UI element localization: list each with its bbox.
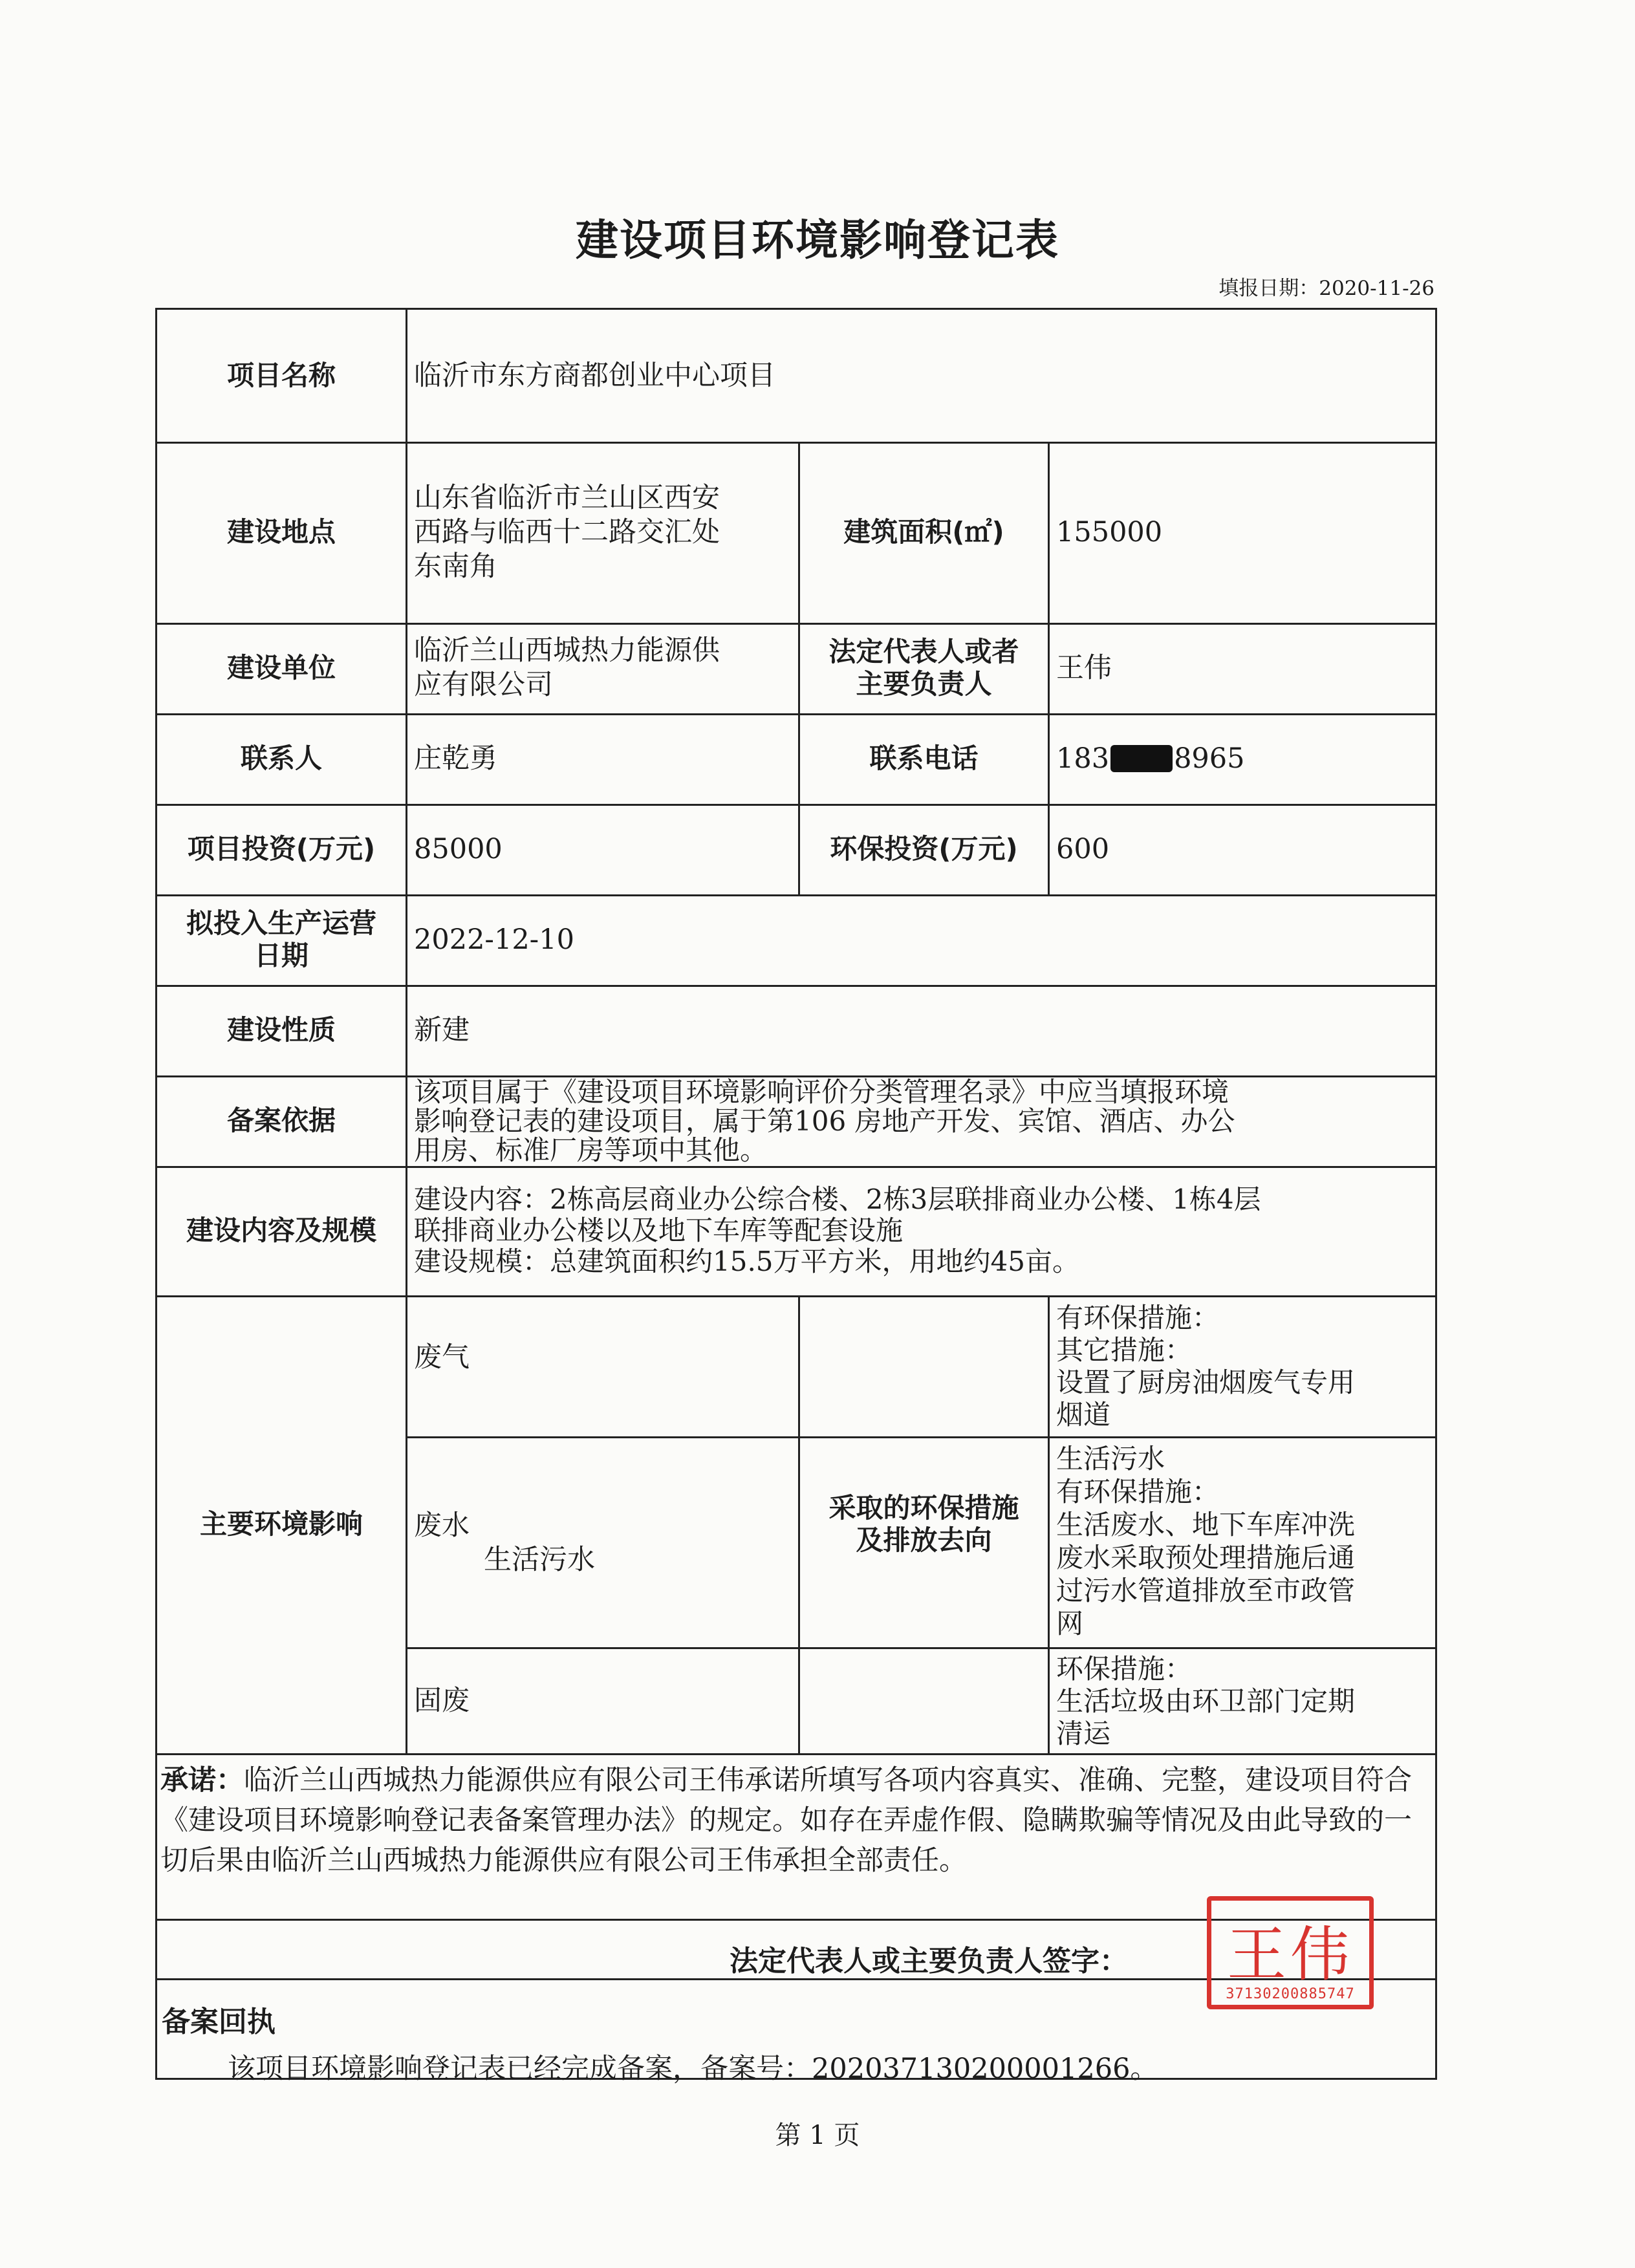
nature-label: 建设性质 — [226, 1014, 336, 1046]
phone-prefix: 183 — [1056, 742, 1110, 775]
seal-name: 王伟 — [1226, 1920, 1354, 1989]
waste-water-sub: 生活污水 — [484, 1543, 595, 1576]
contact-value: 庄乾勇 — [414, 742, 497, 775]
env-investment-label: 环保投资(万元) — [830, 833, 1018, 865]
measure-line: 有环保措施： — [1056, 1302, 1220, 1334]
operation-date-value: 2022-12-10 — [414, 923, 574, 956]
measure-line: 废水采取预处理措施后通 — [1056, 1542, 1356, 1573]
basis-line: 该项目属于《建设项目环境影响评价分类管理名录》中应当填报环境 — [414, 1075, 1229, 1108]
legal-rep-value: 王伟 — [1056, 651, 1112, 684]
solid-waste-measures — [1050, 1649, 1435, 1753]
measure-line: 有环保措施： — [1056, 1476, 1220, 1507]
promise-text: 临沂兰山西城热力能源供应有限公司王伟承诺所填写各项内容真实、准确、完整，建设项目符合《建设项目环境影响登记表备案管理办法》的规定。如存在弄虚作假、隐瞒欺骗等情况及由此导致的一切后果由临沂兰山西城热力能源供应有限公司王伟承担全部责任。 — [160, 1764, 1412, 1877]
measures-label-line: 采取的环保措施 — [828, 1492, 1019, 1524]
legal-rep-label-line: 主要负责人 — [856, 668, 992, 700]
content-label: 建设内容及规模 — [186, 1215, 376, 1246]
measures-label — [800, 1295, 1048, 1753]
waste-gas-measures — [1050, 1295, 1435, 1436]
measures-label-line: 及排放去向 — [856, 1524, 992, 1556]
measure-line: 清运 — [1056, 1718, 1111, 1749]
contact-label: 联系人 — [240, 742, 322, 774]
seal-stamp — [1207, 1896, 1374, 2009]
solid-waste-cell: 固废 — [414, 1685, 470, 1717]
redaction-mark — [1110, 745, 1173, 772]
content-line: 联排商业办公楼以及地下车库等配套设施 — [414, 1215, 904, 1246]
measure-line: 生活垃圾由环卫部门定期 — [1056, 1685, 1356, 1717]
row-divider — [157, 1753, 1435, 1755]
page-number: 第 1 页 — [775, 2121, 860, 2150]
measure-line: 过污水管道排放至市政管 — [1056, 1575, 1356, 1606]
basis-line: 影响登记表的建设项目，属于第106 房地产开发、宾馆、酒店、办公 — [414, 1105, 1235, 1137]
content-value — [407, 1166, 1435, 1295]
measure-line: 环保措施： — [1056, 1653, 1193, 1685]
promise-label: 承诺： — [160, 1764, 244, 1797]
location-line: 东南角 — [414, 550, 497, 583]
content-line: 建设内容：2栋高层商业办公综合楼、2栋3层联排商业办公楼、1栋4层 — [414, 1183, 1261, 1215]
phone-label: 联系电话 — [869, 742, 979, 774]
project-name-value: 临沂市东方商都创业中心项目 — [414, 359, 775, 392]
basis-line: 用房、标准厂房等项中其他。 — [414, 1134, 768, 1166]
operation-date-label — [157, 894, 406, 985]
env-investment-value: 600 — [1056, 832, 1110, 865]
construction-unit-line: 应有限公司 — [414, 669, 553, 701]
area-value: 155000 — [1056, 515, 1163, 548]
measure-line: 生活废水、地下车库冲洗 — [1056, 1509, 1356, 1540]
waste-water-cell — [407, 1438, 798, 1647]
measure-line: 网 — [1056, 1608, 1084, 1639]
legal-rep-label — [800, 623, 1048, 713]
promise-statement — [160, 1760, 1432, 1881]
location-value — [407, 442, 798, 623]
impact-label: 主要环境影响 — [199, 1508, 363, 1540]
basis-value — [407, 1075, 1435, 1166]
measure-line: 生活污水 — [1056, 1443, 1165, 1474]
receipt-text: 该项目环境影响登记表已经完成备案，备案号：202037130200001266。 — [228, 2053, 1158, 2085]
investment-value: 85000 — [414, 832, 503, 865]
location-label: 建设地点 — [226, 516, 336, 548]
fill-date: 填报日期：2020-11-26 — [1218, 277, 1435, 300]
seal-code: 37130200885747 — [1226, 1986, 1355, 2002]
basis-label: 备案依据 — [226, 1105, 336, 1136]
nature-value: 新建 — [414, 1013, 470, 1046]
legal-rep-label-line: 法定代表人或者 — [828, 636, 1019, 667]
signature-label: 法定代表人或主要负责人签字： — [730, 1945, 1128, 1978]
construction-unit-value — [407, 623, 798, 713]
location-line: 西路与临西十二路交汇处 — [414, 515, 720, 548]
receipt-title: 备案回执 — [162, 2005, 276, 2038]
measure-line: 设置了厨房油烟废气专用 — [1056, 1366, 1356, 1398]
waste-gas-cell: 废气 — [414, 1341, 470, 1374]
construction-unit-line: 临沂兰山西城热力能源供 — [414, 634, 720, 667]
operation-date-label-line: 拟投入生产运营 — [186, 907, 376, 939]
area-label: 建筑面积(㎡) — [843, 516, 1004, 548]
phone-suffix: 8965 — [1174, 742, 1245, 775]
content-line: 建设规模：总建筑面积约15.5万平方米，用地约45亩。 — [414, 1246, 1079, 1277]
measure-line: 其它措施： — [1056, 1334, 1193, 1366]
project-name-label: 项目名称 — [226, 360, 336, 391]
operation-date-label-line: 日期 — [254, 940, 309, 971]
phone-value — [1050, 713, 1435, 804]
waste-water-label: 废水 — [414, 1509, 470, 1542]
location-line: 山东省临沂市兰山区西安 — [414, 481, 720, 514]
measure-line: 烟道 — [1056, 1399, 1111, 1431]
construction-unit-label: 建设单位 — [226, 652, 336, 684]
waste-water-measures — [1050, 1438, 1435, 1647]
investment-label: 项目投资(万元) — [187, 833, 376, 865]
page-title: 建设项目环境影响登记表 — [576, 215, 1059, 265]
